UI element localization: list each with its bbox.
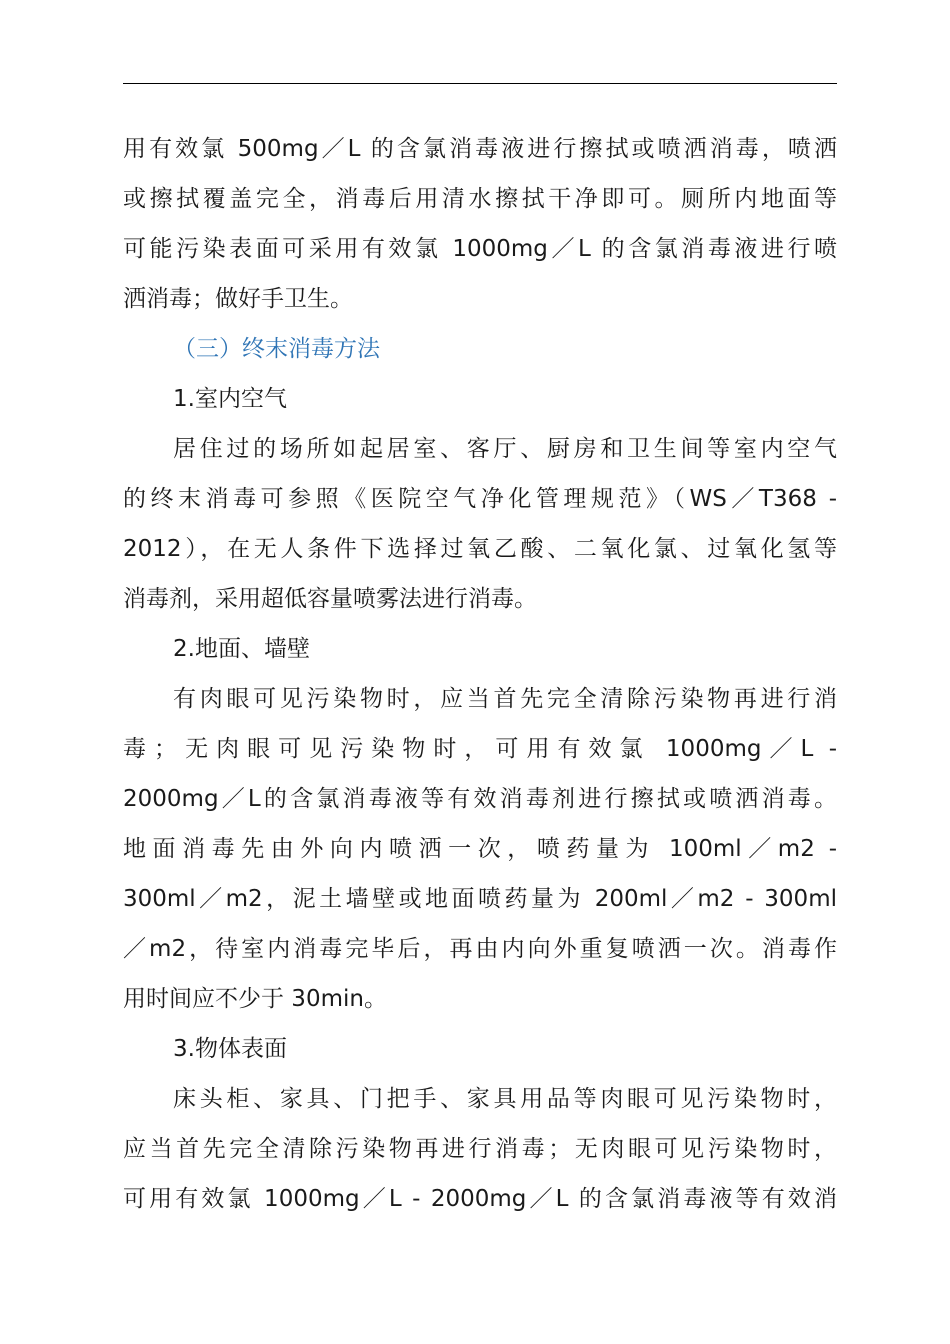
- body-text-line: 应当首先完全清除污染物再进行消毒；无肉眼可见污染物时，: [123, 1136, 837, 1162]
- subsection-heading: 2.地面、墙壁: [173, 636, 310, 662]
- subsection-heading: 3.物体表面: [173, 1036, 287, 1062]
- body-text-line: 可用有效氯 1000mg／L - 2000mg／L 的含氯消毒液等有效消: [123, 1186, 837, 1212]
- document-body: [123, 124, 837, 1224]
- body-text-line: 床头柜、家具、门把手、家具用品等肉眼可见污染物时，: [173, 1086, 837, 1112]
- body-text-line: 消毒剂，采用超低容量喷雾法进行消毒。: [123, 586, 537, 612]
- body-text-line: 2012），在无人条件下选择过氧乙酸、二氧化氯、过氧化氢等: [123, 536, 837, 562]
- body-text-line: 可能污染表面可采用有效氯 1000mg／L 的含氯消毒液进行喷: [123, 236, 837, 262]
- body-text-line: 的终末消毒可参照《医院空气净化管理规范》（WS／T368 -: [123, 486, 837, 512]
- body-text-line: 或擦拭覆盖完全，消毒后用清水擦拭干净即可。厕所内地面等: [123, 186, 837, 212]
- subsection-heading: 1.室内空气: [173, 386, 287, 412]
- body-text-line: 洒消毒；做好手卫生。: [123, 286, 353, 312]
- body-text-line: 用时间应不少于 30min。: [123, 986, 387, 1012]
- body-text-line: 300ml／m2，泥土墙壁或地面喷药量为 200ml／m2 - 300ml: [123, 886, 837, 912]
- body-text-line: 居住过的场所如起居室、客厅、厨房和卫生间等室内空气: [173, 436, 837, 462]
- body-text-line: 2000mg／L的含氯消毒液等有效消毒剂进行擦拭或喷洒消毒。: [123, 786, 837, 812]
- body-text-line: 毒；无肉眼可见污染物时，可用有效氯 1000mg／L -: [123, 736, 837, 762]
- body-text-line: 有肉眼可见污染物时，应当首先完全清除污染物再进行消: [173, 686, 837, 712]
- section-heading: （三）终末消毒方法: [173, 336, 380, 362]
- body-text-line: 地面消毒先由外向内喷洒一次，喷药量为 100ml／m2 -: [123, 836, 837, 862]
- body-text-line: 用有效氯 500mg／L 的含氯消毒液进行擦拭或喷洒消毒，喷洒: [123, 136, 837, 162]
- body-text-line: ／m2，待室内消毒完毕后，再由内向外重复喷洒一次。消毒作: [123, 936, 837, 962]
- header-rule: [123, 83, 837, 84]
